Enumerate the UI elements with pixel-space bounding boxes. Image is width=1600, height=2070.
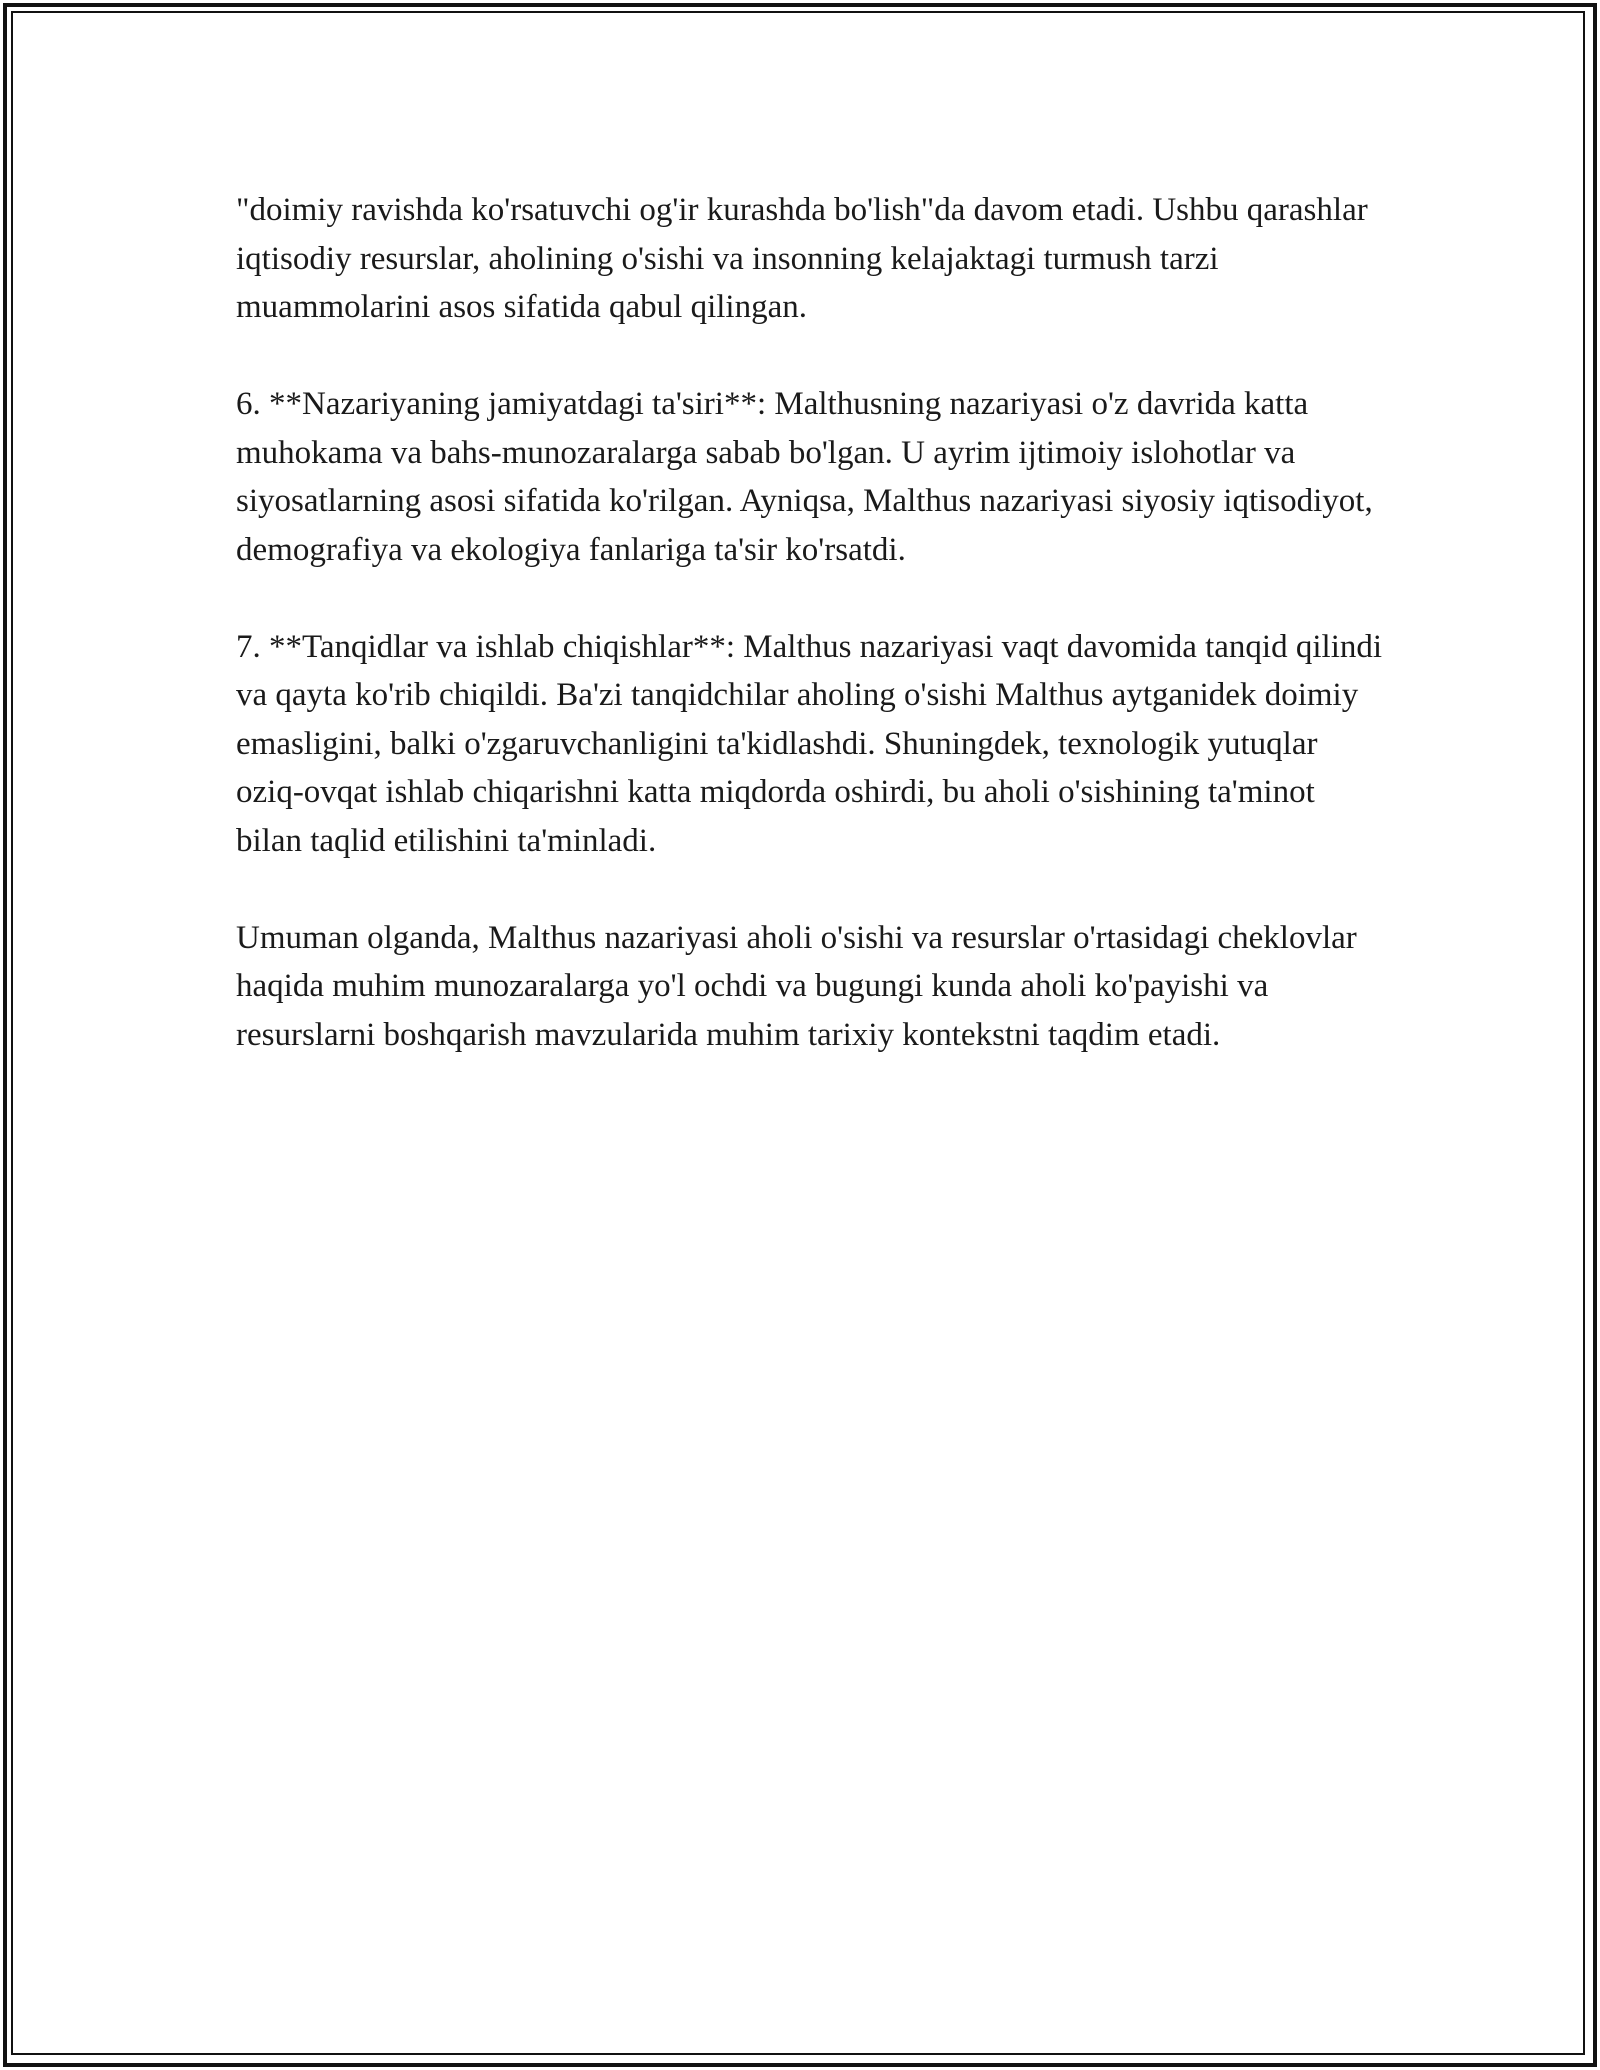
paragraph-conclusion: Umuman olganda, Malthus nazariyasi aholi o'sishi va resurslar o'rtasidagi cheklovlar haqida muhim munozaralarga yo'l ochdi va bugungi kunda aholi ko'payishi va resurslarni boshqarish mavzularida muhim tarixiy kontekstni taqdim etadi. [236, 919, 1357, 1053]
paragraph-section-6: 6. **Nazariyaning jamiyatdagi ta'siri**: Malthusning nazariyasi o'z davrida katta muhokama va bahs-munozaralarga sabab bo'lgan. U ayrim ijtimoiy islohotlar va siyosatlarning asosi sifatida ko'rilgan. Ayniqsa, Malthus nazariyasi siyosiy iqtisodiyot, demografiya va ekologiya fanlariga ta'sir ko'rsatdi. [236, 386, 1373, 568]
paragraph-section-7: 7. **Tanqidlar va ishlab chiqishlar**: Malthus nazariyasi vaqt davomida tanqid qilindi va qayta ko'rib chiqildi. Ba'zi tanqidchilar aholing o'sishi Malthus aytganidek doimiy emasligini, balki o'zgaruvchanligini ta'kidlashdi. Shuningdek, texnologik yutuqlar oziq-ovqat ishlab chiqarishni katta miqdorda oshirdi, bu aholi o'sishining ta'minot bilan taqlid etilishini ta'minladi. [236, 628, 1383, 859]
paragraph-continuation: "doimiy ravishda ko'rsatuvchi og'ir kurashda bo'lish"da davom etadi. Ushbu qarashlar iqtisodiy resurslar, aholining o'sishi va insonning kelajaktagi turmush tarzi muammolarini asos sifatida qabul qilingan. [236, 192, 1368, 325]
document-body [236, 186, 1386, 1108]
